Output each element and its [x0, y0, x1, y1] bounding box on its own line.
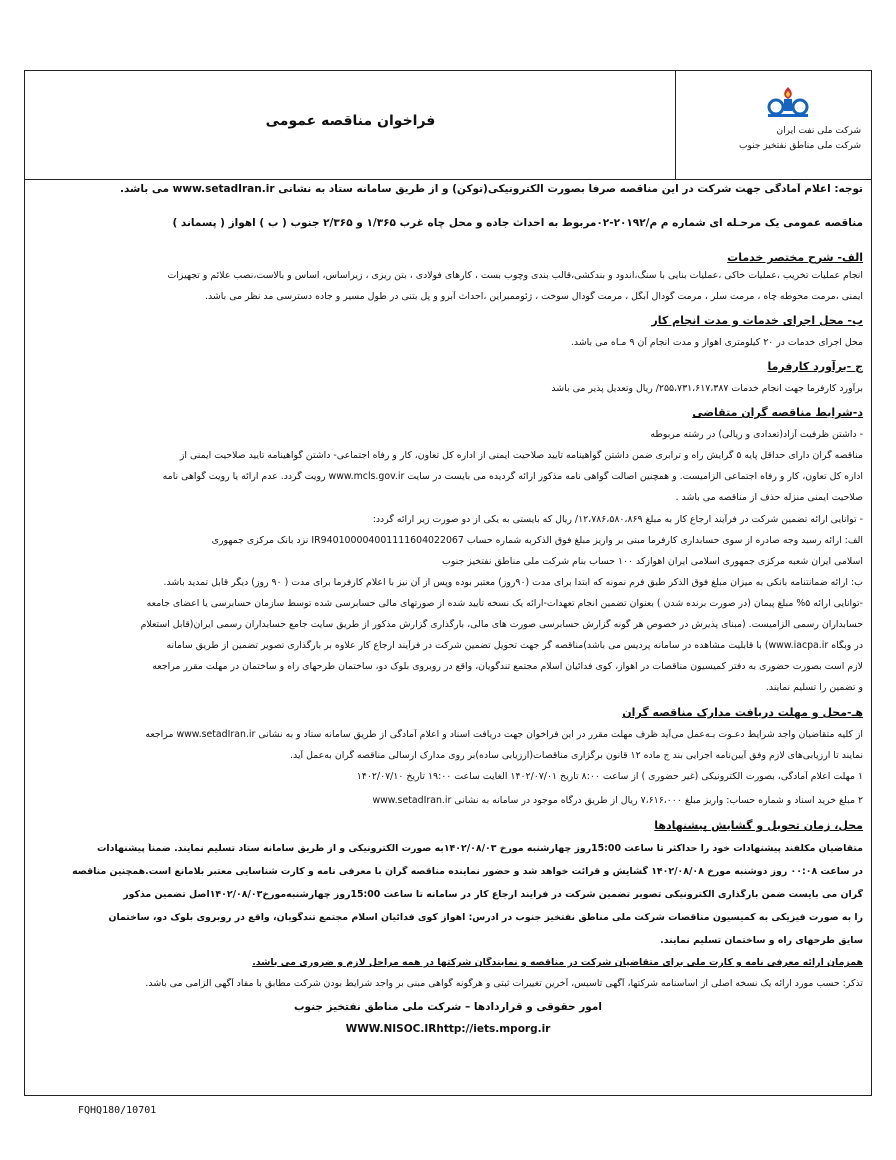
section-b-heading: ب- محل اجرای خدمات و مدت انجام کار	[651, 314, 863, 327]
section-a-line: انجام عملیات تخریب ،عملیات خاکی ،عملیات بنایی با سنگ،اندود و بندکشی،قالب بندی وچوب بست ، کارهای فولادی ، بتن ریزی ، زیراساس، اساس و بالاست،نصب علائم و تجهیزات	[167, 270, 863, 281]
nioc-flame-logo-icon	[764, 85, 812, 119]
section-a-line: ایمنی ،مرمت محوطه چاه ، مرمت سلر ، مرمت گودال آبگل ، مرمت گودال سوخت ، ژئوممبراین ،احداث آبرو و پل بتنی در طول مسیر و جاده دسترسی مد نظر می باشد.	[205, 291, 863, 302]
section-d-line: اداره کل تعاون، کار و رفاه اجتماعی الزامیست. و همچنین اصالت گواهی نامه مذکور ارائه گردیده می بایست در سایت www.mcls.gov.ir رویت گردد. عدم ارائه یا رویت گواهی نامه	[162, 471, 863, 482]
section-f-line: را به صورت فیزیکی به کمیسیون مناقصات شرکت ملی مناطق نفتخیز جنوب در آدرس: اهواز کوی فدائیان اسلام مجتمع تندگویان، واقع در روبروی بلوک دو، ساختمان	[108, 912, 863, 923]
section-d-line: اسلامی ایران شعبه مرکزی جمهوری اسلامی ایران اهوازکد ۱۰۰ حساب بنام شرکت ملی مناطق نفتخیز جنوب	[442, 556, 863, 567]
section-f-heading: محل، زمان تحویل و گشایش پیشنهادها	[654, 819, 863, 832]
document-title: فراخوان مناقصه عمومی	[265, 113, 436, 129]
org-name-nioc: شرکت ملی نفت ایران	[776, 126, 861, 136]
section-d-line: - توانایی ارائه تضمین شرکت در فرآیند ارجاع کار به مبلغ ۱۲،۷۸۶،۵۸۰،۸۶۹/ ریال که بایستی به یکی از دو صورت زیر ارائه گردد:	[372, 514, 863, 525]
section-f-line: در ساعت ۰۰:۰۸ روز دوشنبه مورخ ۱۴۰۲/۰۸/۰۸ گشایش و قرائت خواهد شد و حضور نماینده مناقصه گران با معرفی نامه و کارت شناسایی معتبر بلامانع است.همچنین مناقصه	[72, 866, 863, 877]
note-documents: تذکر: حسب مورد ارائه یک نسخه اصلی از اساسنامه شرکتها، آگهی تاسیس، آخرین تغییرات ثبتی و هرگونه گواهی مبنی بر واجد شرایط بودن شرکت مطابق با مفاد آگهی الزامی می باشد.	[145, 978, 863, 989]
logo-cell	[675, 71, 871, 179]
section-b-line: محل اجرای خدمات در ۲۰ کیلومتری اهواز و مدت انجام آن ۹ مـاه می باشد.	[570, 337, 863, 348]
section-e-line: ۲ مبلغ خرید اسناد و شماره حساب: واریز مبلغ ۷،۶۱۶،۰۰۰ ریال از طریق درگاه موجود در سامانه به نشانی www.setadIran.ir	[372, 795, 863, 806]
section-e-line: نمایند تا ارزیابی‌های لازم وفق آیین‌نامه اجرایی بند ج ماده ۱۲ قانون برگزاری مناقصات(ارزیابی ساده)بر روی مدارک ارسالی مناقصه گران به‌عمل آید.	[290, 750, 863, 761]
section-f-line: گران می بایست ضمن بارگذاری الکترونیکی تصویر تضمین شرکت در فرایند ارجاع کار در سامانه تا ساعت 15:00روز چهارشنبه‌مورخ۱۴۰۲/۰۸/۰۳اصل تضمین مذکور	[123, 889, 863, 900]
section-d-line: ب: ارائه ضمانتنامه بانکی به میزان مبلغ فوق الذکر طبق فرم نمونه که ابتدا برای مدت (۹۰روز) معتبر بوده وپس از آن نیز با اعلام کارفرما برای مدت ( ۹۰ روز) دیگر قابل تمدید باشد.	[163, 577, 863, 588]
section-d-line: صلاحیت ایمنی منزله حذف از مناقصه می باشد .	[675, 492, 863, 503]
tender-title: مناقصه عمومی یک مرحـله ای شماره م م/۲۰۱۹۲-۰۲مربوط به احداث جاده و محل چاه غرب ۱/۳۶۵ و ۲/۳۶۵ جنوب ( ب ) اهواز ( پسماند )	[172, 217, 863, 229]
signature-line: امور حقوقی و قراردادها – شرکت ملی مناطق نفتخیز جنوب	[294, 1001, 602, 1013]
websites-line[interactable]: WWW.NISOC.IRhttp://iets.mporg.ir	[345, 1023, 551, 1035]
notice-line: توجه: اعلام آمادگی جهت شرکت در این مناقصه صرفاً بصورت الکترونیکی(توکن) و از طریق سامانه ستاد به نشانی www.setadIran.ir می باشد.	[119, 183, 863, 195]
section-d-line: در وبگاه www.iacpa.ir) با قابلیت مشاهده در سامانه پردیس می باشد)مناقصه گر جهت تحویل تضمین شرکت در فرآیند ارجاع کار علاوه بر بارگذاری تصویر تضمین از طریق سامانه	[166, 640, 863, 651]
document-sheet	[24, 70, 872, 1096]
section-a-heading: الف- شرح مختصر خدمات	[727, 251, 863, 264]
section-f-line: سایق طرحهای راه و ساختمان تسلیم نمایند.	[660, 935, 863, 946]
document-header	[25, 71, 871, 180]
section-f-line: متقاضیان مکلفند پیشنهادات خود را حداکثر تا ساعت 15:00روز چهارشنبه مورخ ۱۴۰۲/۰۸/۰۳به صورت الکترونیکی و از طریق سامانه ستاد تسلیم نمایند. ضمناً پیشنهادات	[97, 843, 863, 854]
note-id-card: همزمان ارائه معرفی نامه و کارت ملی برای متقاضیان شرکت در مناقصه و نمایندگان شرکتها در همه مراحل لازم و ضروری می باشد.	[252, 957, 863, 968]
section-d-heading: د-شرایط مناقصه گران متقاضی	[692, 406, 863, 419]
section-d-line: لازم است بصورت حضوری به دفتر کمیسیون مناقصات در اهواز، کوی فدائیان اسلام مجتمع تندگویان، واقع در روبروی بلوک دو، ساختمان طرحهای راه و ساختمان در مهلت مقرر مراجعه	[152, 661, 863, 672]
section-e-line: ۱ مهلت اعلام آمادگی، بصورت الکترونیکی (غیر حضوری ) از ساعت ۸:۰۰ تاریخ ۱۴۰۲/۰۷/۰۱ الغایت ساعت ۱۹:۰۰ تاریخ ۱۴۰۲/۰۷/۱۰	[356, 771, 863, 782]
section-d-line: مناقصه گران دارای حداقل پایه ۵ گرایش راه و ترابری ضمن داشتن گواهینامه تایید صلاحیت ایمنی از اداره کل تعاون، کار و رفاه اجتماعی- داشتن گواهینامه تایید صلاحیت ایمنی از	[179, 450, 863, 461]
section-d-line: و تضمین را تسلیم نمایند.	[765, 682, 863, 693]
section-d-line: الف: ارائه رسید وجه صادره از سوی حسابداری کارفرما مبنی بر واریز مبلغ فوق الذکربه شماره حساب IR940100004001111604022067 نزد بانک مرکزی جمهوری	[211, 535, 863, 546]
section-c-heading: ج -برآورد کارفرما	[767, 360, 863, 373]
section-d-line: -توانایی ارائه ۵% مبلغ پیمان (در صورت برنده شدن ) بعنوان تضمین انجام تعهدات-ارائه یک نسخه تأیید شده از صورتهای مالی حسابرسی شده توسط سازمان حسابرسی یا اعضای جامعه	[146, 598, 863, 609]
org-name-nisoc: شرکت ملی مناطق نفتخیز جنوب	[739, 141, 861, 151]
section-d-line: حسابداران رسمی الزامیست. (مبنای پذیرش در خصوص هر گونه گزارش حسابرسی صورت های مالی، بارگذاری گزارش مذکور از طریق سایت جامع حسابداران رسمی ایران(قابل استعلام	[140, 619, 863, 630]
section-e-heading: هـ-محل و مهلت دریافت مدارک مناقصه گران	[622, 706, 863, 719]
section-e-line: از کلیه متقاضیان واجد شرایط دعـوت بـه‌عمل می‌آید ظرف مهلت مقرر در این فراخوان جهت دریافت اسناد و اعلام آمادگی از طریق سامانه ستاد و به نشانی www.setadIran.ir مراجعه	[145, 729, 863, 740]
form-code: FQHQ180/10701	[78, 1105, 157, 1116]
section-c-line: برآورد کارفرما جهت انجام خدمات ۲۵۵،۷۳۱،۶۱۷،۳۸۷/ ریال وتعدیل پذیر می باشد	[551, 383, 863, 394]
section-d-line: - داشتن ظرفیت آزاد(تعدادی و ریالی) در رشته مربوطه	[650, 429, 863, 440]
